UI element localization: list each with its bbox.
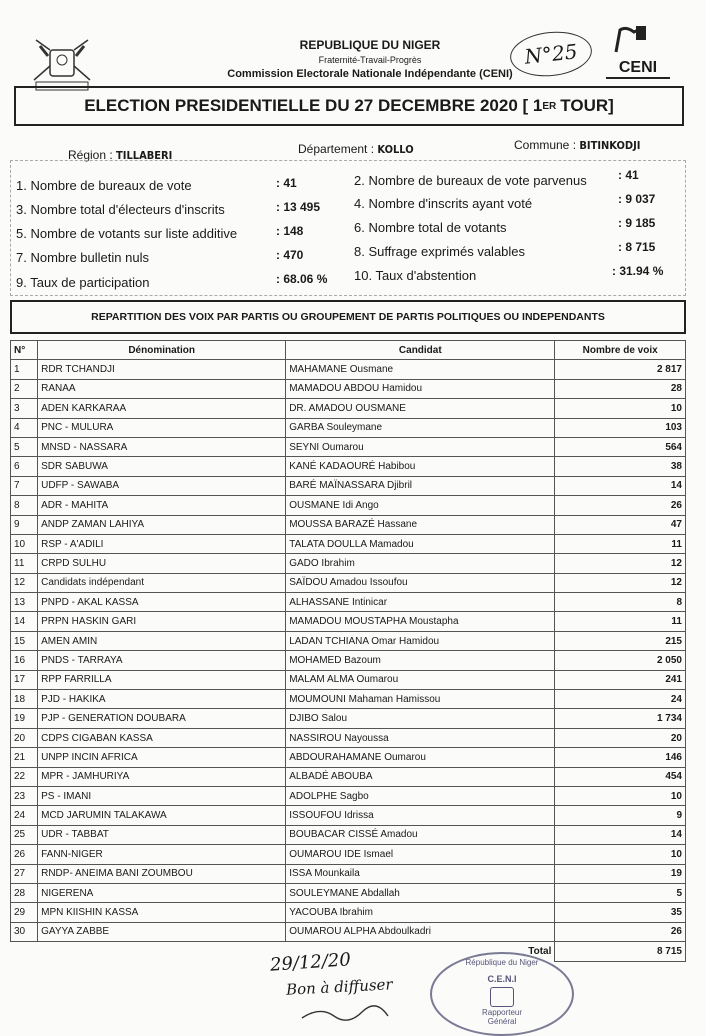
row-number: 24 xyxy=(11,806,38,825)
row-number: 13 xyxy=(11,593,38,612)
national-motto: Fraternité-Travail-Progrès xyxy=(318,55,422,65)
party-name: ANDP ZAMAN LAHIYA xyxy=(38,515,286,534)
table-row xyxy=(11,728,686,747)
results-table xyxy=(10,340,686,962)
candidate-name: MOUSSA BARAZÉ Hassane xyxy=(286,515,555,534)
party-name: CDPS CIGABAN KASSA xyxy=(38,728,286,747)
stat-label: 1. Nombre de bureaux de vote xyxy=(16,178,192,193)
table-row xyxy=(11,399,686,418)
handwritten-date: 29/12/20 xyxy=(269,949,352,976)
party-name: UNPP INCIN AFRICA xyxy=(38,748,286,767)
row-number: 30 xyxy=(11,922,38,941)
table-row xyxy=(11,593,686,612)
party-name: RPP FARRILLA xyxy=(38,670,286,689)
row-number: 11 xyxy=(11,554,38,573)
vote-count: 26 xyxy=(555,922,686,941)
party-name: SDR SABUWA xyxy=(38,457,286,476)
candidate-name: OUMAROU IDE Ismael xyxy=(286,845,555,864)
row-number: 3 xyxy=(11,399,38,418)
election-title: ELECTION PRESIDENTIELLE DU 27 DECEMBRE 2020 [ 1 ER TOUR] xyxy=(14,86,684,126)
party-name: Candidats indépendant xyxy=(38,573,286,592)
repartition-title: REPARTITION DES VOIX PAR PARTIS OU GROUPEMENT DE PARTIS POLITIQUES OU INDEPENDANTS xyxy=(10,300,686,334)
party-name: PNC - MULURA xyxy=(38,418,286,437)
party-name: PJD - HAKIKA xyxy=(38,690,286,709)
candidate-name: DJIBO Salou xyxy=(286,709,555,728)
table-row xyxy=(11,534,686,553)
candidate-name: OUMAROU ALPHA Abdoulkadri xyxy=(286,922,555,941)
vote-count: 564 xyxy=(555,437,686,456)
vote-count: 26 xyxy=(555,496,686,515)
total-value: 8 715 xyxy=(555,942,686,961)
stat-label: 7. Nombre bulletin nuls xyxy=(16,250,149,265)
party-name: MNSD - NASSARA xyxy=(38,437,286,456)
stat-value: : 9 037 xyxy=(618,192,656,206)
party-name: AMEN AMIN xyxy=(38,631,286,650)
col-header-number: N° xyxy=(11,341,38,360)
vote-count: 12 xyxy=(555,573,686,592)
row-number: 26 xyxy=(11,845,38,864)
vote-count: 28 xyxy=(555,379,686,398)
table-row xyxy=(11,418,686,437)
stat-value: : 9 185 xyxy=(618,216,656,230)
party-name: FANN-NIGER xyxy=(38,845,286,864)
candidate-name: OUSMANE Idi Ango xyxy=(286,496,555,515)
candidate-name: MAHAMANE Ousmane xyxy=(286,360,555,379)
vote-count: 2 817 xyxy=(555,360,686,379)
party-name: NIGERENA xyxy=(38,883,286,902)
ceni-logo: CENI xyxy=(606,24,670,74)
candidate-name: SOULEYMANE Abdallah xyxy=(286,883,555,902)
vote-count: 454 xyxy=(555,767,686,786)
row-number: 12 xyxy=(11,573,38,592)
table-row xyxy=(11,748,686,767)
stat-value: : 470 xyxy=(276,248,304,262)
table-row xyxy=(11,767,686,786)
vote-count: 146 xyxy=(555,748,686,767)
candidate-name: NASSIROU Nayoussa xyxy=(286,728,555,747)
vote-count: 12 xyxy=(555,554,686,573)
table-row xyxy=(11,612,686,631)
candidate-name: YACOUBA Ibrahim xyxy=(286,903,555,922)
departement: Département : KOLLO xyxy=(298,142,414,156)
vote-count: 241 xyxy=(555,670,686,689)
candidate-name: LADAN TCHIANA Omar Hamidou xyxy=(286,631,555,650)
candidate-name: TALATA DOULLA Mamadou xyxy=(286,534,555,553)
party-name: PNDS - TARRAYA xyxy=(38,651,286,670)
stat-label: 3. Nombre total d'électeurs d'inscrits xyxy=(16,202,225,217)
ceni-stamp: République du Niger C.E.N.I Rapporteur Général xyxy=(430,952,574,1036)
vote-count: 19 xyxy=(555,864,686,883)
row-number: 15 xyxy=(11,631,38,650)
handwritten-note: Bon à diffuser xyxy=(285,975,394,999)
table-row xyxy=(11,845,686,864)
row-number: 29 xyxy=(11,903,38,922)
candidate-name: ALBADÉ ABOUBA xyxy=(286,767,555,786)
stat-label: 4. Nombre d'inscrits ayant voté xyxy=(354,196,533,211)
table-row xyxy=(11,825,686,844)
row-number: 17 xyxy=(11,670,38,689)
row-number: 21 xyxy=(11,748,38,767)
vote-count: 35 xyxy=(555,903,686,922)
party-name: PJP - GENERATION DOUBARA xyxy=(38,709,286,728)
candidate-name: MAMADOU ABDOU Hamidou xyxy=(286,379,555,398)
row-number: 8 xyxy=(11,496,38,515)
candidate-name: GARBA Souleymane xyxy=(286,418,555,437)
row-number: 22 xyxy=(11,767,38,786)
party-name: PS - IMANI xyxy=(38,786,286,805)
table-row xyxy=(11,883,686,902)
candidate-name: DR. AMADOU OUSMANE xyxy=(286,399,555,418)
table-row xyxy=(11,496,686,515)
table-row xyxy=(11,554,686,573)
row-number: 7 xyxy=(11,476,38,495)
vote-count: 215 xyxy=(555,631,686,650)
stat-value: : 13 495 xyxy=(276,200,321,214)
row-number: 16 xyxy=(11,651,38,670)
table-row xyxy=(11,864,686,883)
candidate-name: ABDOURAHAMANE Oumarou xyxy=(286,748,555,767)
row-number: 20 xyxy=(11,728,38,747)
row-number: 28 xyxy=(11,883,38,902)
row-number: 25 xyxy=(11,825,38,844)
party-name: GAYYA ZABBE xyxy=(38,922,286,941)
candidate-name: KANÉ KADAOURÉ Habibou xyxy=(286,457,555,476)
candidate-name: MOUMOUNI Mahaman Hamissou xyxy=(286,690,555,709)
table-row xyxy=(11,806,686,825)
commune: Commune : BITINKODJI xyxy=(514,138,641,152)
party-name: PNPD - AKAL KASSA xyxy=(38,593,286,612)
party-name: ADR - MAHITA xyxy=(38,496,286,515)
vote-count: 14 xyxy=(555,825,686,844)
table-row xyxy=(11,379,686,398)
stat-label: 5. Nombre de votants sur liste additive xyxy=(16,226,238,241)
vote-count: 5 xyxy=(555,883,686,902)
table-row xyxy=(11,709,686,728)
candidate-name: BARÉ MAÏNASSARA Djibril xyxy=(286,476,555,495)
stat-label: 6. Nombre total de votants xyxy=(354,220,507,235)
party-name: PRPN HASKIN GARI xyxy=(38,612,286,631)
vote-count: 8 xyxy=(555,593,686,612)
candidate-name: SAÏDOU Amadou Issoufou xyxy=(286,573,555,592)
candidate-name: ISSOUFOU Idrissa xyxy=(286,806,555,825)
party-name: CRPD SULHU xyxy=(38,554,286,573)
vote-count: 103 xyxy=(555,418,686,437)
stat-value: : 41 xyxy=(618,168,639,182)
row-number: 19 xyxy=(11,709,38,728)
stamp-emblem-icon xyxy=(490,987,514,1007)
table-row xyxy=(11,690,686,709)
table-row xyxy=(11,903,686,922)
table-row xyxy=(11,476,686,495)
vote-count: 11 xyxy=(555,612,686,631)
vote-count: 24 xyxy=(555,690,686,709)
candidate-name: ALHASSANE Intinicar xyxy=(286,593,555,612)
table-row xyxy=(11,670,686,689)
table-row xyxy=(11,437,686,456)
party-name: RANAA xyxy=(38,379,286,398)
candidate-name: ADOLPHE Sagbo xyxy=(286,786,555,805)
table-row xyxy=(11,922,686,941)
vote-count: 14 xyxy=(555,476,686,495)
row-number: 1 xyxy=(11,360,38,379)
region: Région : TILLABERI xyxy=(68,148,173,162)
party-name: RNDP- ANEIMA BANI ZOUMBOU xyxy=(38,864,286,883)
republic-name: REPUBLIQUE DU NIGER xyxy=(299,38,441,52)
stat-label: 10. Taux d'abstention xyxy=(354,268,477,283)
candidate-name: ISSA Mounkaila xyxy=(286,864,555,883)
stat-label: 9. Taux de participation xyxy=(16,275,150,290)
vote-count: 2 050 xyxy=(555,651,686,670)
party-name: MPN KIISHIN KASSA xyxy=(38,903,286,922)
row-number: 2 xyxy=(11,379,38,398)
candidate-name: MAMADOU MOUSTAPHA Moustapha xyxy=(286,612,555,631)
table-row xyxy=(11,786,686,805)
party-name: ADEN KARKARAA xyxy=(38,399,286,418)
vote-count: 10 xyxy=(555,845,686,864)
table-header-row xyxy=(11,341,686,360)
table-row xyxy=(11,651,686,670)
stat-value: : 31.94 % xyxy=(612,264,664,278)
party-name: MPR - JAMHURIYA xyxy=(38,767,286,786)
stat-label: 2. Nombre de bureaux de vote parvenus xyxy=(354,173,587,188)
stat-value: : 8 715 xyxy=(618,240,656,254)
vote-count: 1 734 xyxy=(555,709,686,728)
signature-icon xyxy=(300,1004,390,1022)
results-table-body xyxy=(11,360,686,942)
vote-count: 20 xyxy=(555,728,686,747)
vote-count: 9 xyxy=(555,806,686,825)
row-number: 5 xyxy=(11,437,38,456)
row-number: 4 xyxy=(11,418,38,437)
vote-count: 10 xyxy=(555,786,686,805)
ballot-box-icon xyxy=(606,24,670,54)
table-row xyxy=(11,573,686,592)
stat-label: 8. Suffrage exprimés valables xyxy=(354,244,526,259)
handwritten-number: N°25 xyxy=(508,28,594,80)
party-name: MCD JARUMIN TALAKAWA xyxy=(38,806,286,825)
stat-value: : 41 xyxy=(276,176,297,190)
vote-count: 38 xyxy=(555,457,686,476)
vote-count: 11 xyxy=(555,534,686,553)
table-row xyxy=(11,360,686,379)
row-number: 10 xyxy=(11,534,38,553)
row-number: 18 xyxy=(11,690,38,709)
row-number: 6 xyxy=(11,457,38,476)
candidate-name: SEYNI Oumarou xyxy=(286,437,555,456)
row-number: 23 xyxy=(11,786,38,805)
col-header-candidate: Candidat xyxy=(286,341,555,360)
row-number: 14 xyxy=(11,612,38,631)
party-name: RSP - A'ADILI xyxy=(38,534,286,553)
commission-name: Commission Electorale Nationale Indépendante (CENI) xyxy=(227,68,513,80)
party-name: UDR - TABBAT xyxy=(38,825,286,844)
vote-count: 47 xyxy=(555,515,686,534)
candidate-name: BOUBACAR CISSÉ Amadou xyxy=(286,825,555,844)
vote-count: 10 xyxy=(555,399,686,418)
table-row xyxy=(11,457,686,476)
col-header-denomination: Dénomination xyxy=(38,341,286,360)
row-number: 9 xyxy=(11,515,38,534)
total-label: Total xyxy=(528,946,552,958)
col-header-votes: Nombre de voix xyxy=(555,341,686,360)
candidate-name: MOHAMED Bazoum xyxy=(286,651,555,670)
stat-value: : 148 xyxy=(276,224,304,238)
row-number: 27 xyxy=(11,864,38,883)
stat-value: : 68.06 % xyxy=(276,272,328,286)
candidate-name: GADO Ibrahim xyxy=(286,554,555,573)
candidate-name: MALAM ALMA Oumarou xyxy=(286,670,555,689)
party-name: RDR TCHANDJI xyxy=(38,360,286,379)
table-row xyxy=(11,515,686,534)
table-row xyxy=(11,631,686,650)
party-name: UDFP - SAWABA xyxy=(38,476,286,495)
